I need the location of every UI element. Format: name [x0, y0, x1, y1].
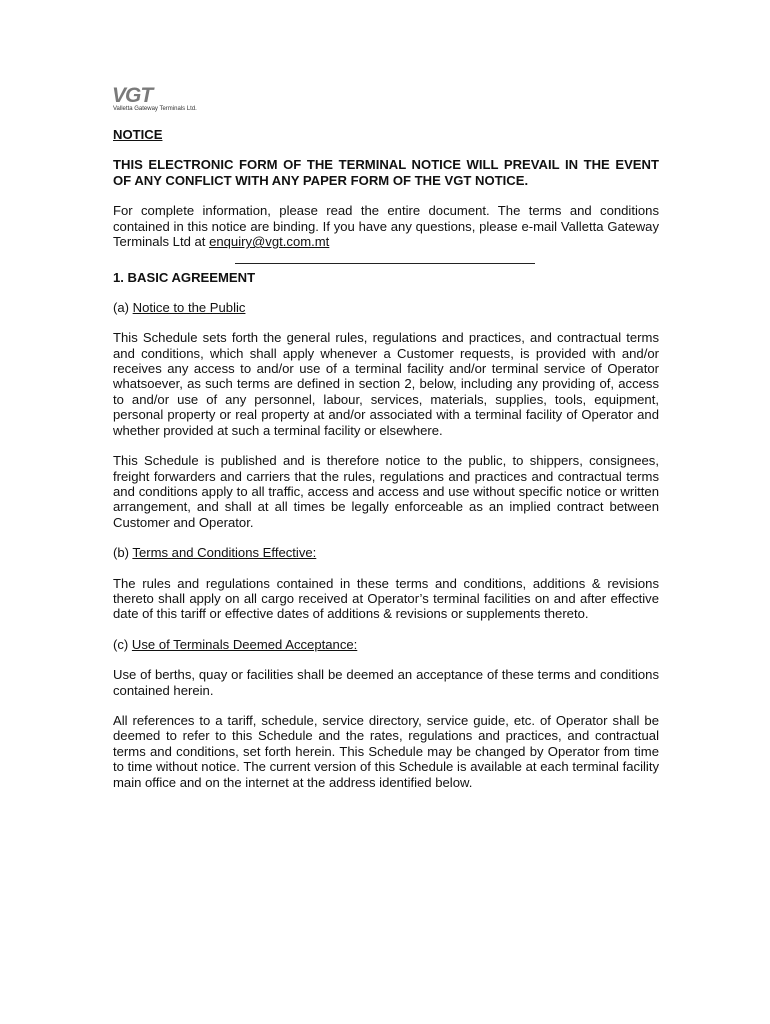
- subsection-b-prefix: (b): [113, 545, 133, 561]
- section-1-heading: 1. BASIC AGREEMENT: [113, 270, 256, 286]
- intro-paragraph: [113, 203, 659, 249]
- paragraph-schedule-references: All references to a tariff, schedule, service directory, service guide, etc. of Operator shall be deemed to refer to this Schedule and the rates, regulations and practices, and contractual terms and conditions, set forth herein. This Schedule may be changed by Operator from time to time without notice. The current version of this Schedule is available at each terminal facility main office and on the internet at the address identified below.: [113, 712, 659, 790]
- electronic-form-warning: THIS ELECTRONIC FORM OF THE TERMINAL NOTICE WILL PREVAIL IN THE EVENT OF ANY CONFLICT WITH ANY PAPER FORM OF THE VGT NOTICE.: [113, 157, 659, 188]
- subsection-c-heading: [113, 637, 659, 652]
- paragraph-deemed-acceptance: Use of berths, quay or facilities shall be deemed an acceptance of these terms and conditions contained herein.: [113, 667, 659, 698]
- vgt-logo: [112, 86, 222, 116]
- subsection-a-title: Notice to the Public: [132, 299, 246, 315]
- notice-heading: NOTICE: [113, 127, 163, 142]
- intro-text: For complete information, please read the entire document. The terms and conditions contained in this notice are binding. If you have any questions, please e-mail Valletta Gateway Terminals Ltd at: [113, 203, 659, 250]
- subsection-c-prefix: (c): [113, 636, 132, 652]
- document-body: [113, 127, 659, 805]
- subsection-b-heading: [113, 545, 659, 560]
- paragraph-public-notice: This Schedule is published and is therefore notice to the public, to shippers, consignees, freight forwarders and carriers that the rules, regulations and practices and contractual terms and conditions apply to all traffic, access and access and use without specific notice or written arrangement, and shall at all times be legally enforceable as an implied contract between Customer and Operator.: [113, 453, 659, 530]
- paragraph-terms-effective: The rules and regulations contained in these terms and conditions, additions & revisions thereto shall apply on all cargo received at Operator’s terminal facilities on and after effective date of this tariff or effective dates of additions & revisions or supplements thereto.: [113, 575, 659, 622]
- subsection-b-title: Terms and Conditions Effective:: [132, 545, 317, 561]
- paragraph-schedule-scope: This Schedule sets forth the general rules, regulations and practices, and contractual terms and conditions, which shall apply whenever a Customer requests, is provided with and/or receives any access to and/or use of a terminal facility and/or terminal service of Operator whatsoever, as such terms are defined in section 2, below, including any providing of, access to and/or use of any personnel, labour, services, materials, supplies, tools, equipment, personal property or real property at and/or associated with a terminal facility of Operator and whether provided at such a terminal facility or elsewhere.: [113, 330, 659, 438]
- logo-mark: VGT: [112, 84, 153, 107]
- subsection-a-prefix: (a): [113, 299, 133, 315]
- section-divider: [235, 263, 535, 264]
- enquiry-email-link[interactable]: enquiry@vgt.com.mt: [209, 234, 330, 250]
- subsection-c-title: Use of Terminals Deemed Acceptance:: [131, 636, 358, 652]
- subsection-a-heading: [113, 300, 659, 315]
- logo-company-name: Valletta Gateway Terminals Ltd.: [113, 106, 197, 112]
